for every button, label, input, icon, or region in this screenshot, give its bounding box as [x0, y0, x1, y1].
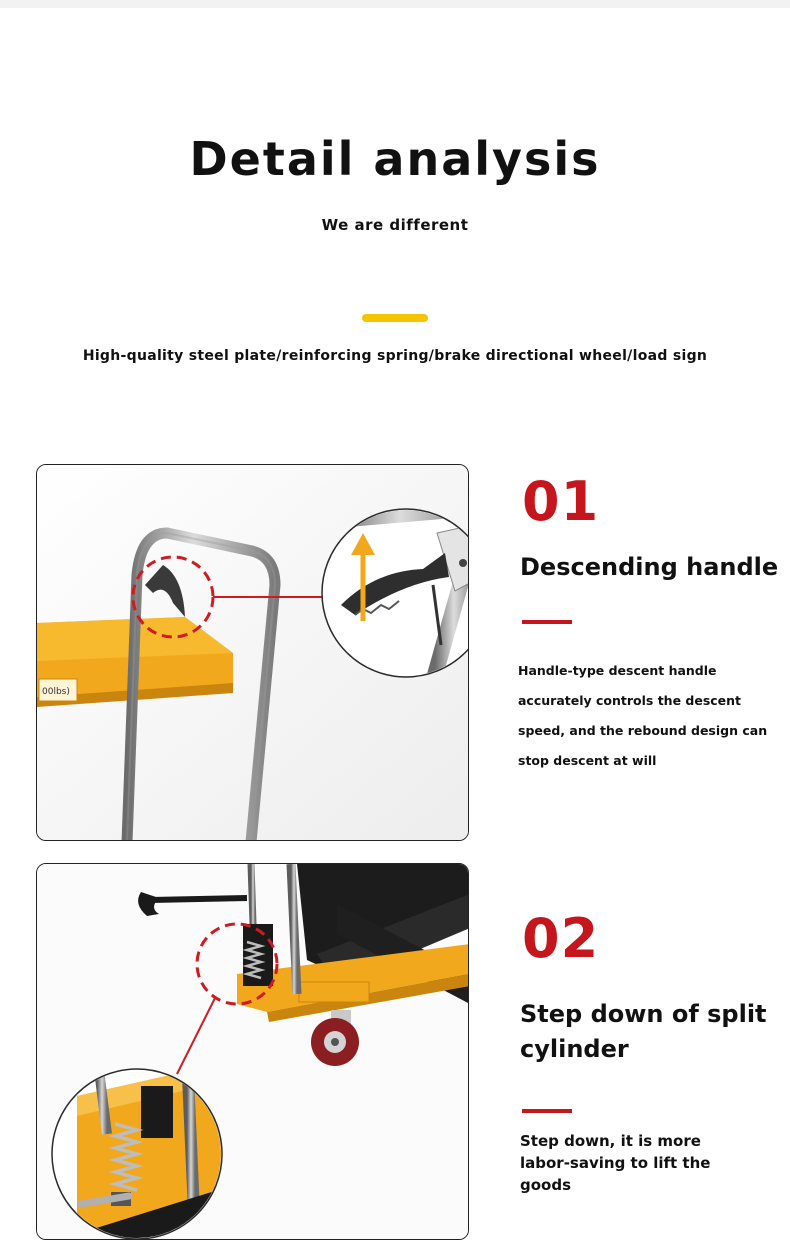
accent-divider [362, 314, 428, 322]
top-strip [0, 0, 790, 8]
page-title: Detail analysis [189, 132, 601, 186]
page-subtitle: We are different [321, 216, 469, 234]
feature-title-split-cylinder: Step down of split cylinder [520, 1000, 767, 1063]
feature-description-02: Step down, it is more labor-saving to lift the goods [520, 1132, 711, 1194]
feature-divider-02 [522, 1109, 572, 1113]
feature-divider-01 [522, 620, 572, 624]
feature-description-01: Handle-type descent handle accurately controls the descent speed, and the rebound design can stop descent at will [518, 663, 768, 768]
feature-title-descending-handle: Descending handle [520, 553, 779, 581]
load-label-text: 00lbs) [42, 687, 70, 697]
split-cylinder-photo [36, 863, 469, 1240]
feature-number-02: 02 [522, 907, 600, 970]
feature-number-01: 01 [522, 470, 600, 533]
feature-tagline: High-quality steel plate/reinforcing spring/brake directional wheel/load sign [82, 348, 708, 364]
descending-handle-photo [36, 464, 469, 841]
